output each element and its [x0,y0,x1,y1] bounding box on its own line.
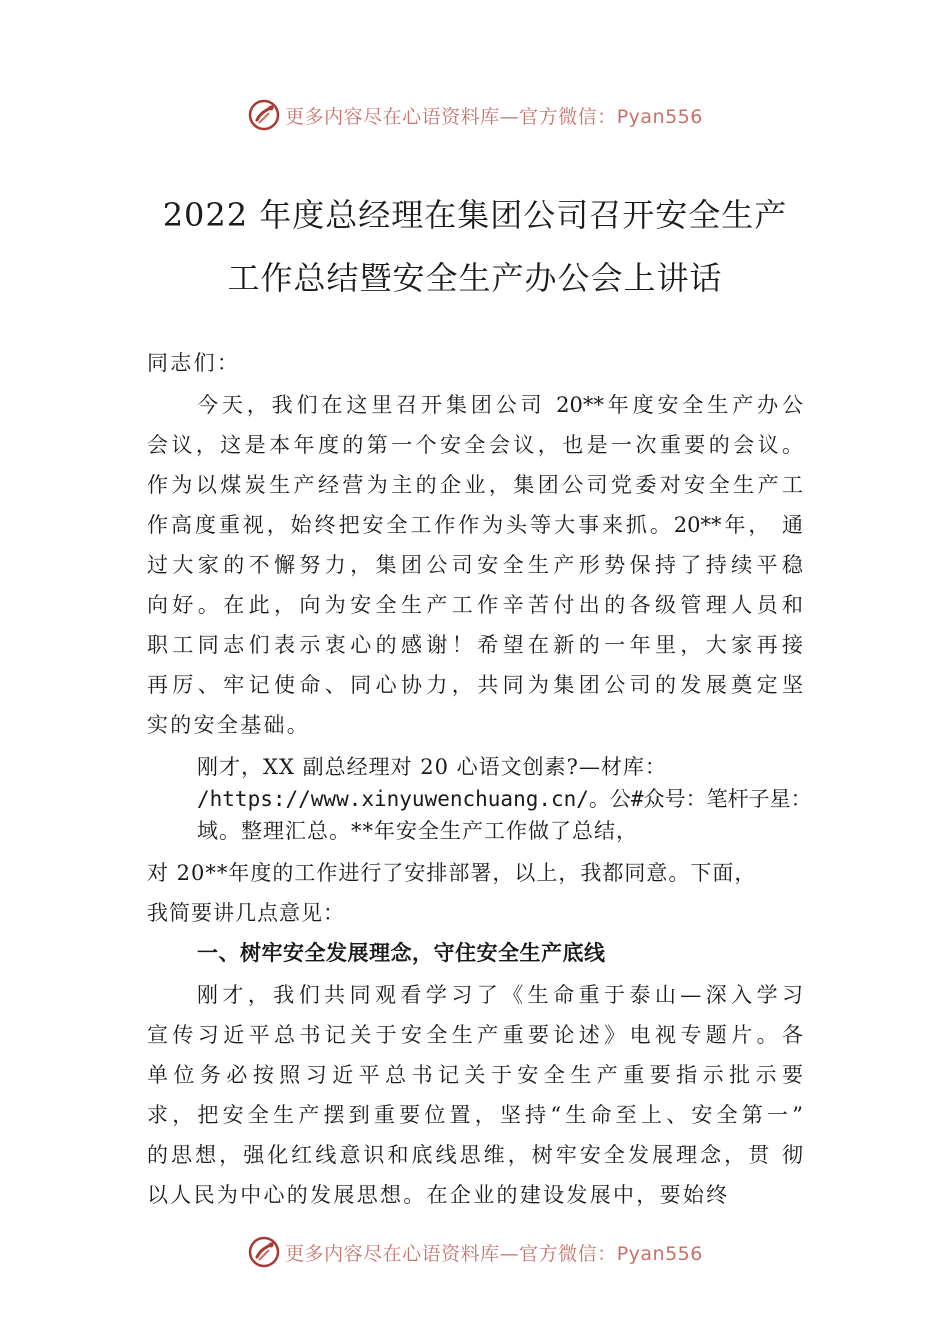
banner-text: 更多内容尽在心语资料库—官方微信：Pyan556 [285,105,703,128]
document-title-line-1: 2022 年度总经理在集团公司召开安全生产 [162,196,788,234]
salutation: 同志们： [147,351,241,375]
paragraph-line: 以人民为中心的发展思想。在企业的建设发展中，要始终 [147,1183,730,1207]
paragraph-line: 对 20**年度的工作进行了安排部署，以上，我都同意。下面， [147,861,757,885]
paragraph-line: 刚才，我们共同观看学习了《生命重于泰山—深入学习 [197,983,803,1007]
paragraph-line: 我简要讲几点意见： [147,901,345,925]
header-watermark-banner [0,95,950,135]
paragraph-line: 会议，这是本年度的第一个安全会议，也是一次重要的会议。 [147,433,803,457]
footer-watermark-banner [0,1232,950,1272]
paragraph-line: 刚才，XX 副总经理对 20 心语文创素?—材库： [197,755,667,779]
paragraph-line: /https://www.xinyuwenchuang.cn/。公#众号：笔杆子星： [197,787,812,811]
paragraph-line: 作为以煤炭生产经营为主的企业，集团公司党委对安全生产工 [147,473,803,497]
paragraph-line: 的思想，强化红线意识和底线思维，树牢安全发展理念，贯 彻 [147,1143,803,1167]
paragraph-line: 过大家的不懈努力，集团公司安全生产形势保持了持续平稳 [147,553,803,577]
paragraph-line: 域。整理汇总。**年安全生产工作做了总结， [197,819,638,843]
banner-text: 更多内容尽在心语资料库—官方微信：Pyan556 [285,1242,703,1265]
paragraph-line: 作高度重视，始终把安全工作作为头等大事来抓。20**年， 通 [147,513,803,537]
paragraph-line: 单位务必按照习近平总书记关于安全生产重要指示批示要 [147,1063,803,1087]
paragraph-line: 实的安全基础。 [147,713,311,737]
paragraph-line: 宣传习近平总书记关于安全生产重要论述》电视专题片。各 [147,1023,803,1047]
paragraph-line: 向好。在此，向为安全生产工作辛苦付出的各级管理人员和 [147,593,803,617]
document-title-line-2: 工作总结暨安全生产办公会上讲话 [227,259,723,297]
paragraph-line: 再厉、牢记使命、同心协力，共同为集团公司的发展奠定坚 [147,673,803,697]
paragraph-line: 今天，我们在这里召开集团公司 20**年度安全生产办公 [197,393,803,417]
paragraph-line: 求，把安全生产摆到重要位置，坚持“生命至上、安全第一” [147,1103,803,1127]
scroll-logo-icon [247,98,281,132]
section-heading: 一、树牢安全发展理念，守住安全生产底线 [197,941,606,965]
scroll-logo-icon [247,1235,281,1269]
paragraph-line: 职工同志们表示衷心的感谢！希望在新的一年里，大家再接 [147,633,803,657]
